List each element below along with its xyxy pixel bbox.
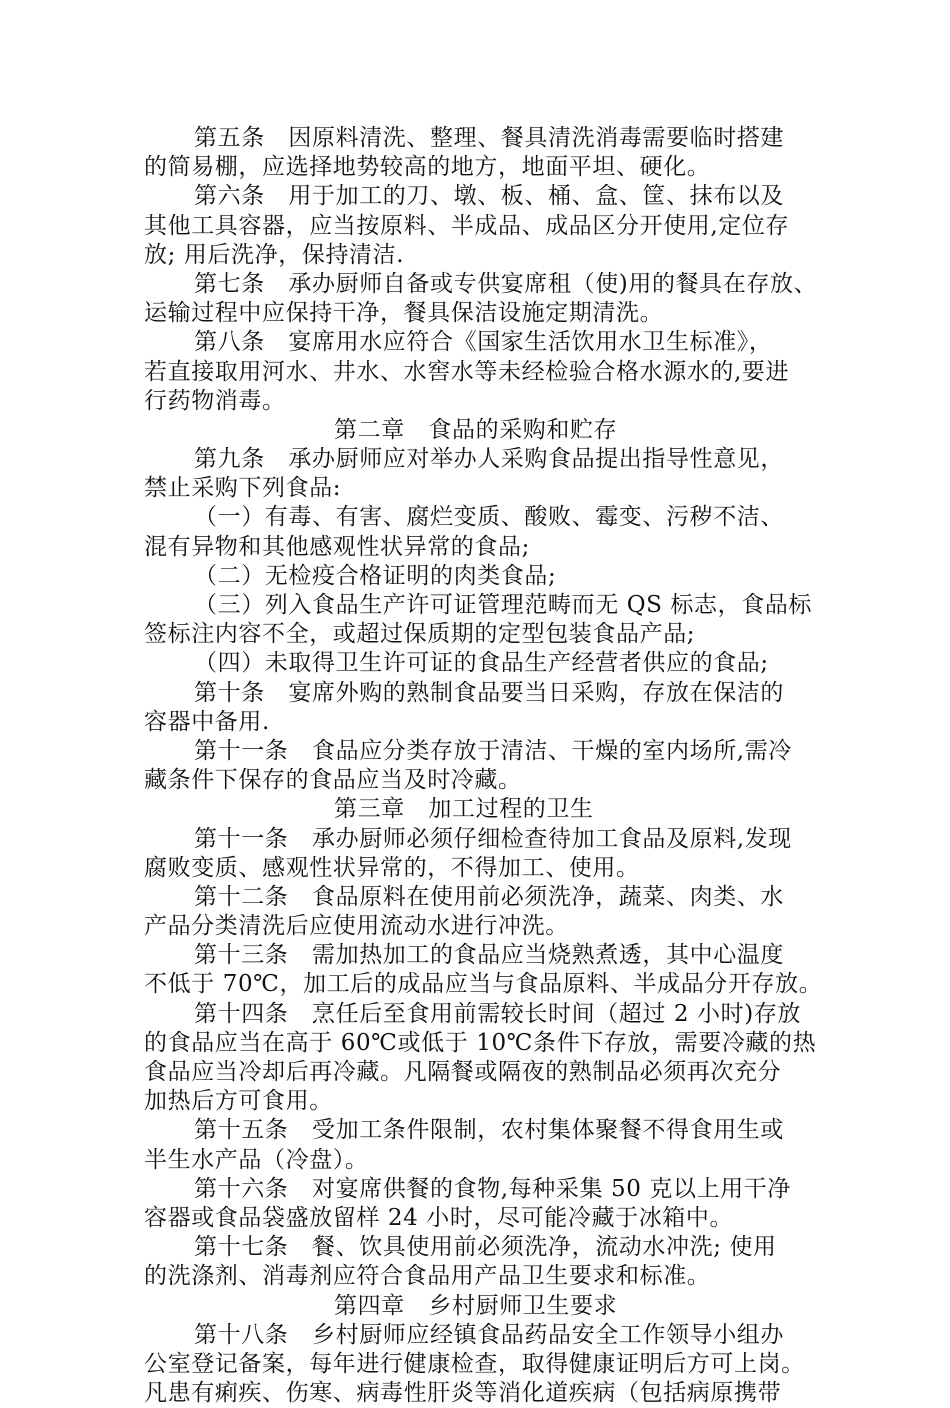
text-line: 容器中备用. [144, 708, 270, 735]
text-line: 第十二条 食品原料在使用前必须洗净，蔬菜、肉类、水 [194, 883, 784, 910]
text-line: 行药物消毒。 [144, 387, 286, 414]
text-line: 若直接取用河水、井水、水窖水等未经检验合格水源水的,要进 [144, 358, 790, 385]
text-line: 第十条 宴席外购的熟制食品要当日采购，存放在保洁的 [194, 679, 784, 706]
text-line: 第十四条 烹任后至食用前需较长时间（超过 2 小时)存放 [194, 1000, 802, 1027]
chapter-heading: 第四章 乡村厨师卫生要求 [334, 1292, 618, 1319]
text-line: （二）无检疫合格证明的肉类食品; [194, 562, 557, 589]
text-line: 禁止采购下列食品: [144, 475, 342, 502]
text-line: 半生水产品（冷盘）。 [144, 1146, 369, 1173]
text-line: （一）有毒、有害、腐烂变质、酸败、霉变、污秽不洁、 [194, 504, 784, 531]
text-line: 加热后方可食用。 [144, 1088, 333, 1115]
text-line: 第十七条 餐、饮具使用前必须洗净，流动水冲洗; 使用 [194, 1234, 777, 1261]
text-line: 腐败变质、感观性状异常的，不得加工、使用。 [144, 854, 640, 881]
text-line: 产品分类清洗后应使用流动水进行冲洗。 [144, 913, 569, 940]
text-line: 藏条件下保存的食品应当及时冷藏。 [144, 767, 522, 794]
text-line: 第六条 用于加工的刀、墩、板、桶、盒、筐、抹布以及 [194, 183, 784, 210]
text-line: 公室登记备案，每年进行健康检查，取得健康证明后方可上岗。 [144, 1350, 805, 1377]
text-line: 第九条 承办厨师应对举办人采购食品提出指导性意见， [194, 446, 784, 473]
text-line: 第十三条 需加热加工的食品应当烧熟煮透，其中心温度 [194, 942, 784, 969]
text-line: 第十一条 食品应分类存放于清洁、干燥的室内场所,需冷 [194, 737, 792, 764]
text-line: 第八条 宴席用水应符合《国家生活饮用水卫生标准》， [194, 329, 773, 356]
text-line: 的食品应当在高于 60℃或低于 10℃条件下存放，需要冷藏的热 [144, 1029, 817, 1056]
text-line: 不低于 70℃，加工后的成品应当与食品原料、半成品分开存放。 [144, 971, 823, 998]
text-line: 运输过程中应保持干净，餐具保洁设施定期清洗。 [144, 300, 664, 327]
text-line: 第五条 因原料清洗、整理、餐具清洗消毒需要临时搭建 [194, 125, 784, 151]
text-line: 的洗涤剂、消毒剂应符合食品用产品卫生要求和标准。 [144, 1263, 711, 1290]
text-line: 第十八条 乡村厨师应经镇食品药品安全工作领导小组办 [194, 1321, 784, 1348]
text-line: 第十一条 承办厨师必须仔细检查待加工食品及原料,发现 [194, 825, 792, 852]
text-line: 食品应当冷却后再冷藏。凡隔餐或隔夜的熟制品必须再次充分 [144, 1059, 782, 1085]
chapter-heading: 第二章 食品的采购和贮存 [334, 416, 618, 443]
text-line: （三）列入食品生产许可证管理范畴而无 QS 标志，食品标 [194, 592, 813, 618]
document-page [144, 124, 824, 1408]
text-line: 第七条 承办厨师自备或专供宴席租（使)用的餐具在存放、 [194, 270, 818, 297]
text-line: 混有异物和其他感观性状异常的食品; [144, 533, 530, 560]
chapter-heading: 第三章 加工过程的卫生 [334, 796, 594, 823]
text-line: 第十五条 受加工条件限制，农村集体聚餐不得食用生或 [194, 1117, 784, 1144]
text-line: 其他工具容器，应当按原料、半成品、成品区分开使用,定位存 [144, 212, 790, 239]
text-line: 的简易棚，应选择地势较高的地方，地面平坦、硬化。 [144, 154, 711, 181]
text-line: 放; 用后洗净，保持清洁. [144, 241, 405, 268]
text-line: 第十六条 对宴席供餐的食物,每种采集 50 克以上用干净 [194, 1175, 791, 1202]
text-line: （四）未取得卫生许可证的食品生产经营者供应的食品; [194, 650, 769, 677]
text-line: 凡患有痢疾、伤寒、病毒性肝炎等消化道疾病（包括病原携带 [144, 1380, 782, 1407]
text-line: 容器或食品袋盛放留样 24 小时，尽可能冷藏于冰箱中。 [144, 1204, 734, 1231]
text-line: 签标注内容不全，或超过保质期的定型包装食品产品; [144, 621, 696, 648]
